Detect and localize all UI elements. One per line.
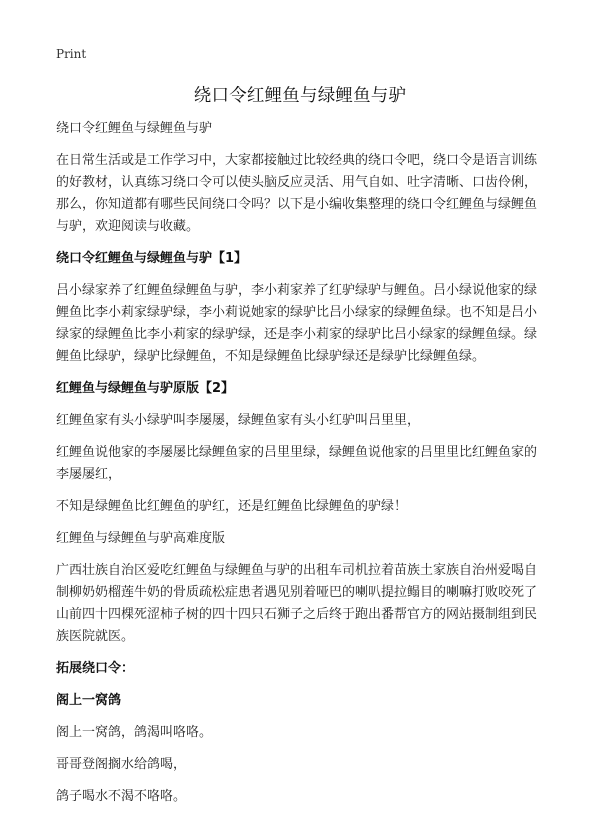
document-title: 绕口令红鲤鱼与绿鲤鱼与驴 — [193, 86, 407, 106]
poem-line-1: 阁上一窝鸽，鸽渴叫咯咯。 — [56, 725, 213, 740]
section-2-line-2: 红鲤鱼说他家的李屡屡比绿鲤鱼家的吕里里绿，绿鲤鱼说他家的吕里里比红鲤鱼家的李屡屡红， — [56, 445, 538, 482]
poem-title: 阁上一窝鸽 — [56, 693, 122, 708]
section-2-line-3: 不知是绿鲤鱼比红鲤鱼的驴红，还是红鲤鱼比绿鲤鱼的驴绿！ — [56, 499, 408, 514]
extension-heading: 拓展绕口令： — [56, 661, 135, 676]
section-heading-1: 绕口令红鲤鱼与绿鲤鱼与驴【1】 — [56, 251, 248, 266]
intro-paragraph: 在日常生活或是工作学习中，大家都接触过比较经典的绕口令吧，绕口令是语言训练的好教材，认真练习绕口令可以使头脑反应灵活、用气自如、吐字清晰、口齿伶俐，那么，你知道都有哪些民间绕口令吗？以下是小编收集整理的绕口令红鲤鱼与绿鲤鱼与驴，欢迎阅读与收藏。 — [56, 153, 538, 234]
document-body — [56, 118, 546, 808]
section-heading-2: 红鲤鱼与绿鲤鱼与驴原版【2】 — [56, 381, 235, 396]
subtitle-paragraph: 绕口令红鲤鱼与绿鲤鱼与驴 — [56, 121, 213, 136]
section-2-line-1: 红鲤鱼家有头小绿驴叫李屡屡，绿鲤鱼家有头小红驴叫吕里里， — [56, 413, 421, 428]
hard-version-heading: 红鲤鱼与绿鲤鱼与驴高难度版 — [56, 531, 226, 546]
section-1-text: 吕小绿家养了红鲤鱼绿鲤鱼与驴，李小莉家养了红驴绿驴与鲤鱼。吕小绿说他家的绿鲤鱼比李小莉家绿驴绿，李小莉说她家的绿驴比吕小绿家的绿鲤鱼绿。也不知是吕小绿家的绿鲤鱼比李小莉家的绿驴绿，还是李小莉家的绿驴比吕小绿家的绿鲤鱼绿。绿鲤鱼比绿驴，绿驴比绿鲤鱼，不知是绿鲤鱼比绿驴绿还是绿驴比绿鲤鱼绿。 — [56, 283, 538, 364]
poem-line-3: 鸽子喝水不渴不咯咯。 — [56, 789, 187, 804]
poem-line-2: 哥哥登阁搁水给鸽喝， — [56, 757, 187, 772]
print-link[interactable]: Print — [56, 47, 87, 61]
hard-version-text: 广西壮族自治区爱吃红鲤鱼与绿鲤鱼与驴的出租车司机拉着苗族土家族自治州爱喝自制柳奶奶榴莲牛奶的骨质疏松症患者遇见别着哑巴的喇叭提拉鳎目的喇嘛打败咬死了山前四十四棵死涩柿子树的四十四只石狮子之后终于跑出番帮官方的网站摄制组到民族医院就医。 — [56, 563, 538, 644]
